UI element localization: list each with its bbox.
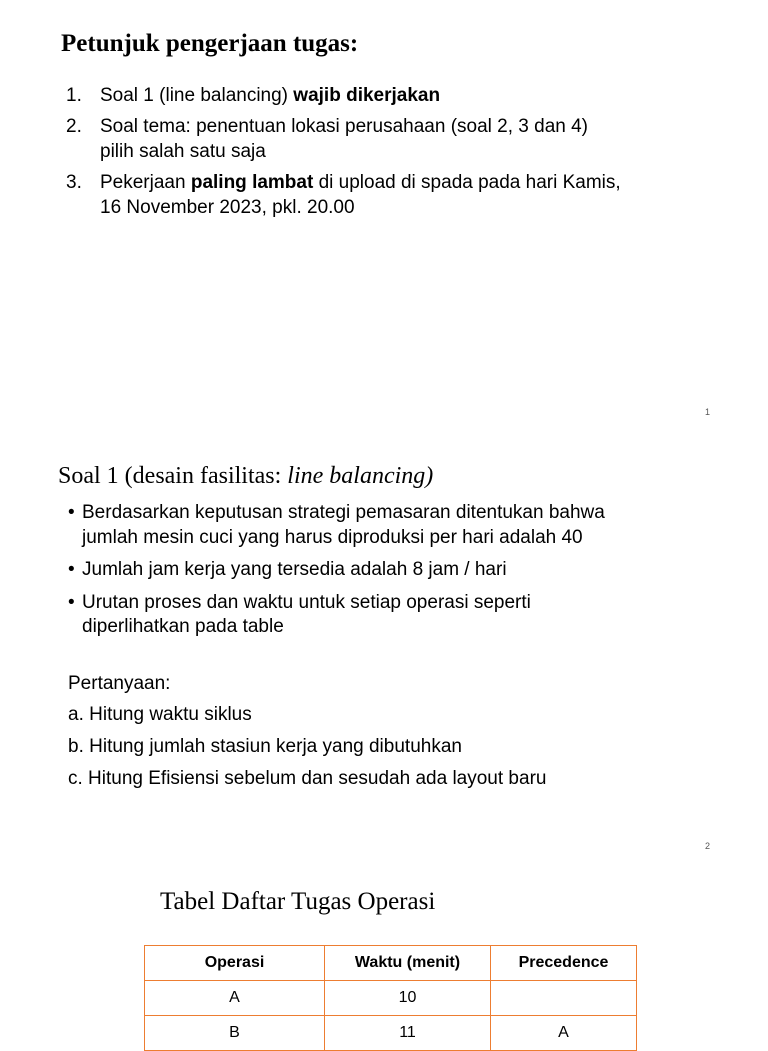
item-number: 1. [66,85,82,106]
header-precedence: Precedence [491,946,637,981]
question-b: b. Hitung jumlah stasiun kerja yang dibutuhkan [68,736,462,757]
table-header-row [145,946,637,981]
bullet-item-1 [66,501,626,550]
cell-precedence [491,981,637,1016]
question-c: c. Hitung Efisiensi sebelum dan sesudah ada layout baru [68,768,547,789]
bullet-text: Jumlah jam kerja yang tersedia adalah 8 jam / hari [82,559,507,580]
bullet-item-2 [66,558,626,583]
cell-operasi: A [145,981,325,1016]
bullet-text: Urutan proses dan waktu untuk setiap operasi seperti diperlihatkan pada table [82,591,531,637]
cell-waktu: 11 [325,1016,491,1051]
header-waktu: Waktu (menit) [325,946,491,981]
cell-precedence: A [491,1016,637,1051]
question-a: a. Hitung waktu siklus [68,704,252,725]
slide-3-title: Tabel Daftar Tugas Operasi [160,888,436,915]
item-bold-text: wajib dikerjakan [293,85,441,106]
item-number: 3. [66,172,82,193]
slide-2 [0,432,768,864]
table-row [145,981,637,1016]
cell-waktu: 10 [325,981,491,1016]
item-bold-text: paling lambat [190,172,314,193]
cell-operasi: B [145,1016,325,1051]
bullet-icon: • [68,559,75,580]
question-label: Pertanyaan: [68,673,171,694]
bullet-icon: • [68,502,75,523]
table-row [145,1016,637,1051]
bullet-list [66,501,626,648]
item-text: Pekerjaan [100,172,191,193]
instruction-item-1 [66,83,626,108]
instruction-item-3 [66,170,626,220]
slide-1-title: Petunjuk pengerjaan tugas: [61,30,359,57]
page-number: 2 [704,841,710,851]
header-operasi: Operasi [145,946,325,981]
slide-1 [0,0,768,432]
item-text-after: di upload di spada pada hari Kamis, 16 November 2023, pkl. 20.00 [100,172,621,218]
item-number: 2. [66,116,82,137]
page-number: 1 [704,407,710,417]
slide-2-title [58,463,433,490]
bullet-text: Berdasarkan keputusan strategi pemasaran ditentukan bahwa jumlah mesin cuci yang harus diproduksi per hari adalah 40 [82,502,605,548]
title-italic: line balancing) [287,463,434,489]
title-prefix: Soal 1 (desain fasilitas: [58,463,288,489]
bullet-item-3 [66,591,626,640]
bullet-icon: • [68,591,75,613]
instruction-list [66,83,626,226]
operations-table [144,945,637,1051]
instruction-item-2 [66,114,626,164]
item-text: Soal 1 (line balancing) [100,85,294,106]
slide-3 [0,864,768,1041]
item-text: Soal tema: penentuan lokasi perusahaan (soal 2, 3 dan 4) pilih salah satu saja [100,116,588,162]
